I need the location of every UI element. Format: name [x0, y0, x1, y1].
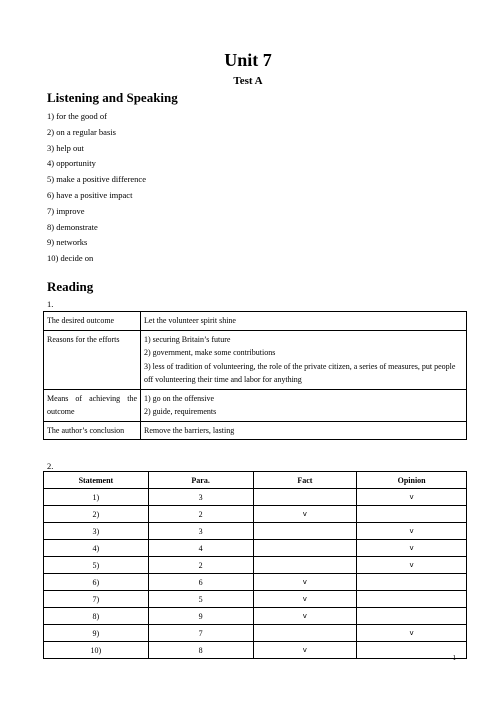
table-row — [44, 557, 467, 574]
statement-cell: 2) — [44, 506, 149, 523]
table-row — [44, 506, 467, 523]
opinion-cell — [357, 591, 467, 608]
row-value — [141, 389, 467, 421]
para-cell: 3 — [148, 523, 253, 540]
answer-item: 6) have a positive impact — [47, 189, 133, 200]
opinion-cell: v — [357, 489, 467, 506]
para-cell: 9 — [148, 608, 253, 625]
value-line: Let the volunteer spirit shine — [144, 316, 236, 325]
fact-cell: v — [253, 642, 357, 659]
opinion-cell — [357, 642, 467, 659]
para-cell: 2 — [148, 506, 253, 523]
opinion-cell: v — [357, 523, 467, 540]
row-key: The desired outcome — [44, 312, 141, 331]
answer-list — [47, 110, 146, 268]
statement-cell: 10) — [44, 642, 149, 659]
row-key: Means of achieving the outcome — [44, 389, 141, 421]
table-row — [44, 608, 467, 625]
row-key: Reasons for the efforts — [44, 330, 141, 389]
row-value — [141, 330, 467, 389]
para-cell: 2 — [148, 557, 253, 574]
table-row — [44, 625, 467, 642]
fact-cell: v — [253, 608, 357, 625]
answer-item: 1) for the good of — [47, 111, 107, 121]
column-header: Fact — [253, 472, 357, 489]
outline-table — [43, 311, 467, 440]
para-cell: 5 — [148, 591, 253, 608]
fact-opinion-table — [43, 471, 467, 659]
fact-cell — [253, 625, 357, 642]
column-header: Statement — [44, 472, 149, 489]
table-row — [44, 574, 467, 591]
value-line: Remove the barriers, lasting — [144, 425, 235, 435]
opinion-cell — [357, 506, 467, 523]
value-line: 2) guide, requirements — [144, 407, 217, 416]
answer-item: 8) demonstrate — [47, 221, 98, 232]
fact-cell — [253, 540, 357, 557]
answer-item: 3) help out — [47, 142, 84, 153]
para-cell: 6 — [148, 574, 253, 591]
part-label-2: 2. — [47, 461, 54, 471]
opinion-cell: v — [357, 540, 467, 557]
table-row — [44, 523, 467, 540]
page-title: Unit 7 — [224, 50, 272, 70]
table-row — [44, 489, 467, 506]
value-line: 3) less of tradition of volunteering, the role of the private citizen, a series of measures, put people off volunteering their time and labor for anything — [144, 361, 456, 384]
part-label-1: 1. — [47, 299, 54, 309]
answer-item: 4) opportunity — [47, 158, 96, 169]
para-cell: 7 — [148, 625, 253, 642]
table-row — [44, 642, 467, 659]
opinion-cell — [357, 574, 467, 591]
fact-cell: v — [253, 506, 357, 523]
opinion-cell: v — [357, 557, 467, 574]
row-key: The author’s conclusion — [44, 421, 141, 440]
statement-cell: 8) — [44, 608, 149, 625]
value-line: 2) government, make some contributions — [144, 348, 276, 357]
fact-cell — [253, 557, 357, 574]
value-line: 1) securing Britain’s future — [144, 334, 231, 344]
table-row — [44, 591, 467, 608]
statement-cell: 6) — [44, 574, 149, 591]
opinion-cell: v — [357, 625, 467, 642]
row-value — [141, 421, 467, 440]
opinion-cell — [357, 608, 467, 625]
statement-cell: 9) — [44, 625, 149, 642]
para-cell: 8 — [148, 642, 253, 659]
fact-cell: v — [253, 574, 357, 591]
table-row — [44, 540, 467, 557]
table-row — [44, 421, 467, 440]
answer-item: 5) make a positive difference — [47, 174, 146, 185]
answer-item: 10) decide on — [47, 253, 94, 264]
answer-item: 9) networks — [47, 237, 88, 248]
answer-item: 2) on a regular basis — [47, 126, 116, 137]
fact-cell: v — [253, 591, 357, 608]
section-heading-reading: Reading — [47, 279, 94, 294]
answer-item: 7) improve — [47, 205, 85, 216]
para-cell: 4 — [148, 540, 253, 557]
statement-cell: 5) — [44, 557, 149, 574]
page-number: 1 — [452, 654, 456, 662]
fact-cell — [253, 489, 357, 506]
statement-cell: 7) — [44, 591, 149, 608]
table-row — [44, 330, 467, 389]
statement-cell: 3) — [44, 523, 149, 540]
para-cell: 3 — [148, 489, 253, 506]
value-line: 1) go on the offensive — [144, 393, 215, 403]
column-header: Para. — [148, 472, 253, 489]
statement-cell: 1) — [44, 489, 149, 506]
page-subtitle: Test A — [233, 75, 263, 87]
row-value — [141, 312, 467, 331]
section-heading-listening: Listening and Speaking — [47, 90, 178, 105]
statement-cell: 4) — [44, 540, 149, 557]
column-header: Opinion — [357, 472, 467, 489]
table-row — [44, 312, 467, 331]
table-row — [44, 389, 467, 421]
fact-cell — [253, 523, 357, 540]
